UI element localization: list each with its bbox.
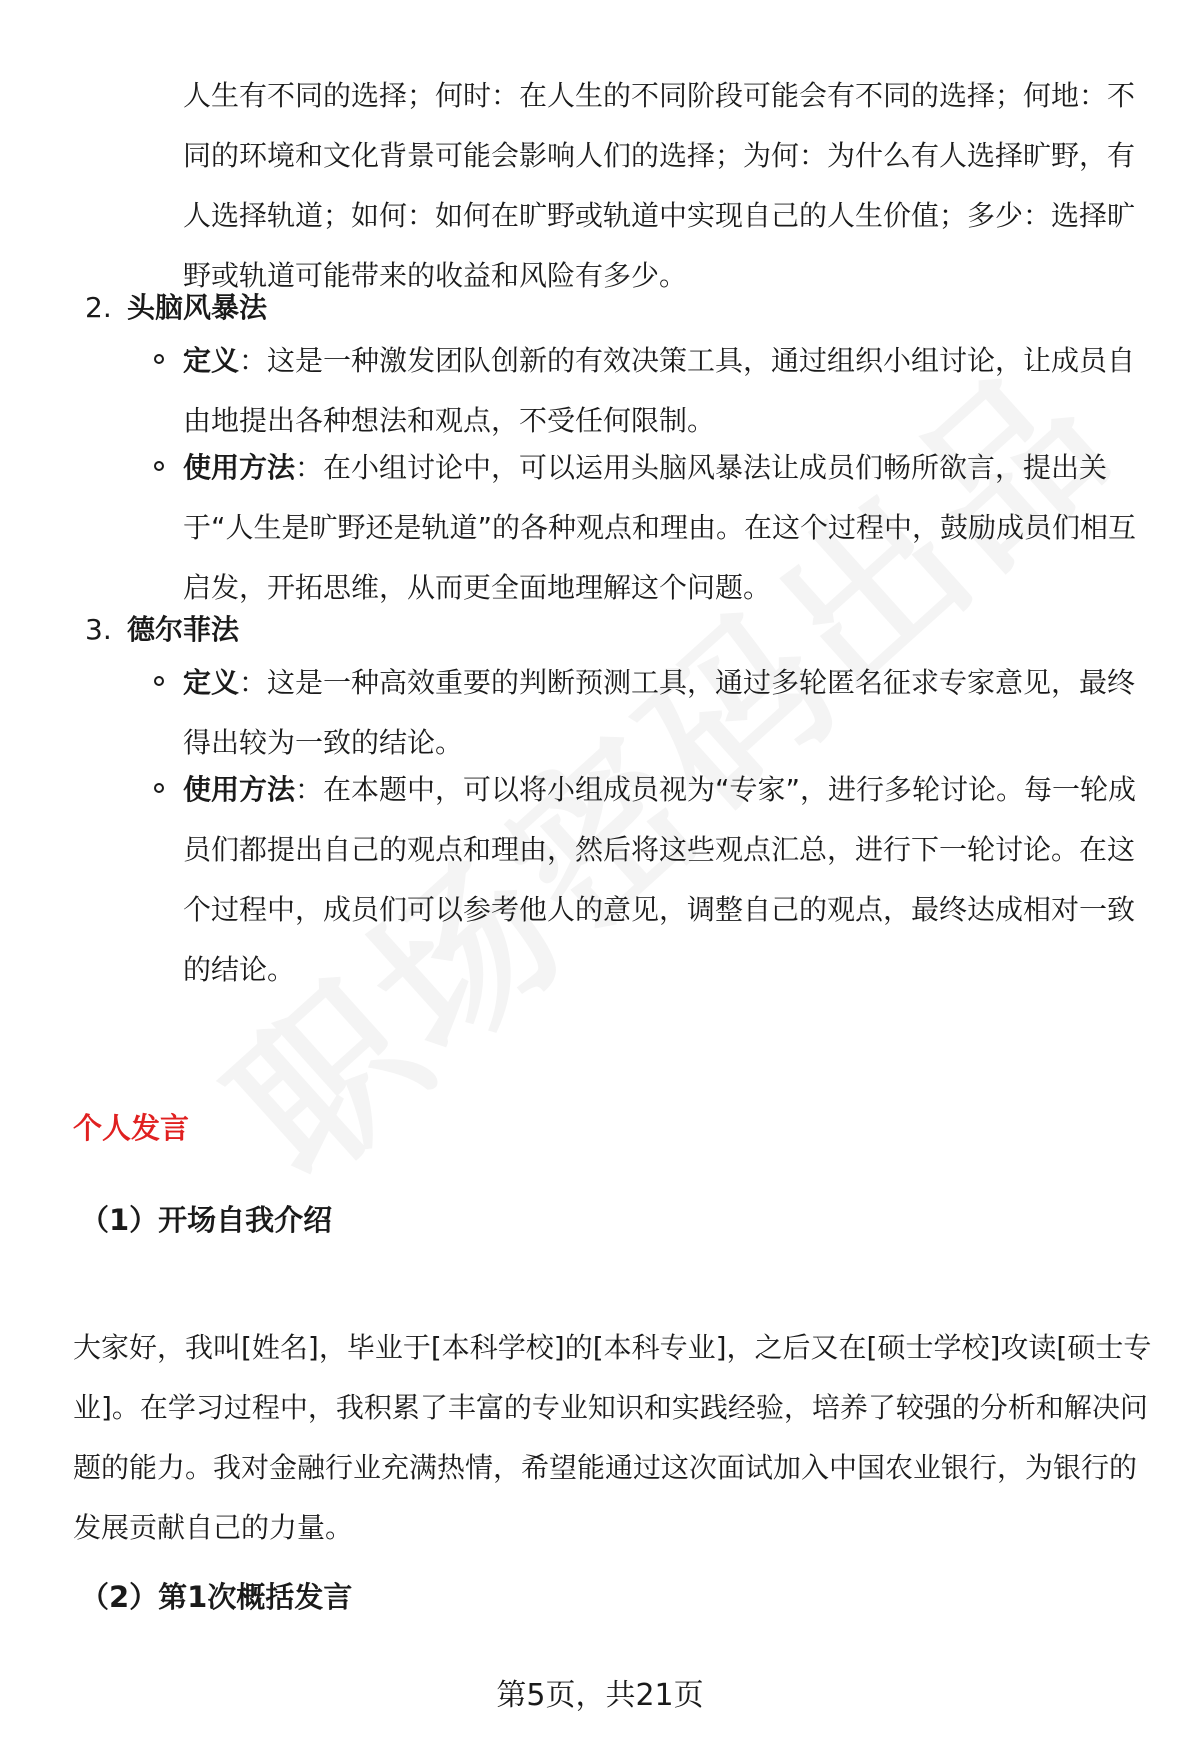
self-intro-paragraph: 大家好，我叫[姓名]，毕业于[本科学校]的[本科专业]，之后又在[硕士学校]攻读[硕士专业]。在学习过程中，我积累了丰富的专业知识和实践经验，培养了较强的分析和解决问题的能力。我对金融行业充满热情，希望能通过这次面试加入中国农业银行，为银行的发展贡献自己的力量。	[73, 1331, 1152, 1544]
heading-summary: （2）第1次概括发言	[80, 1580, 353, 1614]
usage-text: ：在本题中，可以将小组成员视为“专家”，进行多轮讨论。每一轮成员们都提出自己的观点和理由，然后将这些观点汇总，进行下一轮讨论。在这个过程中，成员们可以参考他人的意见，调整自己的观点，最终达成相对一致的结论。	[183, 773, 1137, 986]
method-2-definition	[150, 331, 1145, 451]
method-2-title	[85, 278, 267, 338]
bullet-icon	[154, 783, 164, 793]
heading-self-intro: （1）开场自我介绍	[80, 1203, 333, 1237]
definition-label: 定义	[183, 666, 240, 699]
usage-label: 使用方法	[183, 773, 296, 806]
bullet-icon	[154, 354, 164, 364]
definition-label: 定义	[183, 344, 240, 377]
usage-text: ：在小组讨论中，可以运用头脑风暴法让成员们畅所欲言，提出关于“人生是旷野还是轨道”的各种观点和理由。在这个过程中，鼓励成员们相互启发，开拓思维，从而更全面地理解这个问题。	[183, 451, 1137, 604]
method-3-title	[85, 600, 239, 660]
method-3-definition	[150, 653, 1145, 773]
method-3-name: 德尔菲法	[127, 613, 240, 646]
intro-continuation-paragraph: 人生有不同的选择；何时：在人生的不同阶段可能会有不同的选择；何地：不同的环境和文化背景可能会影响人们的选择；为何：为什么有人选择旷野，有人选择轨道；如何：如何在旷野或轨道中实现自己的人生价值；多少：选择旷野或轨道可能带来的收益和风险有多少。	[183, 79, 1136, 292]
method-2-number: 2.	[85, 291, 112, 324]
bullet-icon	[154, 461, 164, 471]
section-title: 个人发言	[73, 1111, 190, 1145]
definition-text: ：这是一种激发团队创新的有效决策工具，通过组织小组讨论，让成员自由地提出各种想法和观点，不受任何限制。	[183, 344, 1136, 437]
definition-text: ：这是一种高效重要的判断预测工具，通过多轮匿名征求专家意见，最终得出较为一致的结论。	[183, 666, 1136, 759]
bullet-icon	[154, 676, 164, 686]
method-3-number: 3.	[85, 613, 112, 646]
usage-label: 使用方法	[183, 451, 296, 484]
method-2-usage	[150, 438, 1145, 618]
method-2-name: 头脑风暴法	[127, 291, 268, 324]
page-number-footer: 第5页，共21页	[496, 1678, 704, 1713]
method-3-usage	[150, 760, 1145, 1000]
